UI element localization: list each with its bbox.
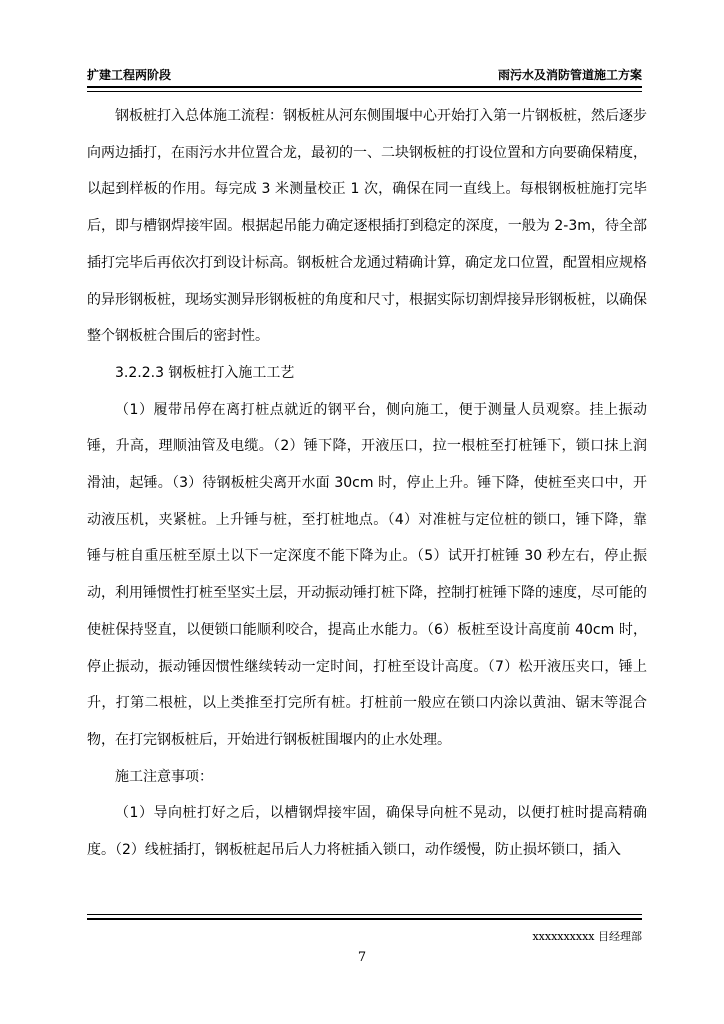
notes-heading: 施工注意事项： — [115, 768, 213, 785]
header-project-title: 扩建工程两阶段 — [87, 68, 172, 82]
header-document-title: 雨污水及消防管道施工方案 — [497, 68, 642, 82]
page-header — [87, 66, 642, 84]
paragraph-construction-notes: （1）导向桩打好之后，以槽钢焊接牢固，确保导向桩不晃动，以便打桩时提高精确度。（2）线桩插打，钢板桩起吊后人力将桩插入锁口，动作缓慢，防止损坏锁口，插入 — [87, 805, 647, 859]
section-heading: 3.2.2.3 钢板桩打入施工工艺 — [115, 364, 295, 381]
header-rule-thin — [87, 91, 642, 92]
footer-rule-thick — [87, 918, 642, 920]
paragraph-construction-steps: （1）履带吊停在离打桩点就近的钢平台，侧向施工，便于测量人员观察。挂上振动锤，升高，理顺油管及电缆。（2）锤下降，开液压口，拉一根桩至打桩锤下，锁口抹上润滑油，起锤。（3）待钢板桩尖离开水面 30cm 时，停止上升。锤下降，使桩至夹口中，开动液压机，夹紧桩。上升锤与桩，至打桩地点。（4）对准桩与定位桩的锁口，锤下降，靠锤与桩自重压桩至原土以下一定深度不能下降为止。（5）试开打桩锤 30 秒左右，停止振动，利用锤惯性打桩至坚实土层，开动振动锤打桩下降，控制打桩锤下降的速度，尽可能的使桩保持竖直，以便锁口能顺利咬合，提高止水能力。（6）板桩至设计高度前 40cm 时，停止振动，振动锤因惯性继续转动一定时间，打桩至设计高度。（7）松开液压夹口，锤上升，打第二根桩，以上类推至打完所有桩。打桩前一般应在锁口内涂以黄油、锯末等混合物，在打完钢板桩后，开始进行钢板桩围堰内的止水处理。 — [87, 401, 647, 748]
header-rule-thick — [87, 86, 642, 88]
document-body — [87, 98, 647, 869]
footer-department: xxxxxxxxxx 目经理部 — [532, 930, 642, 943]
page-number: 7 — [357, 950, 367, 965]
paragraph-driving-process: 钢板桩打入总体施工流程：钢板桩从河东侧围堰中心开始打入第一片钢板桩，然后逐步向两边插打，在雨污水井位置合龙，最初的一、二块钢板桩的打设位置和方向要确保精度，以起到样板的作用。每完成 3 米测量校正 1 次，确保在同一直线上。每根钢板桩施打完毕后，即与槽钢焊接牢固。根据起吊能力确定逐根插打到稳定的深度，一般为 2-3m，待全部插打完毕后再依次打到设计标高。钢板桩合龙通过精确计算，确定龙口位置，配置相应规格的异形钢板桩，现场实测异形钢板桩的角度和尺寸，根据实际切割焊接异形钢板桩，以确保整个钢板桩合围后的密封性。 — [87, 108, 647, 345]
footer-rule-thin — [87, 914, 642, 915]
